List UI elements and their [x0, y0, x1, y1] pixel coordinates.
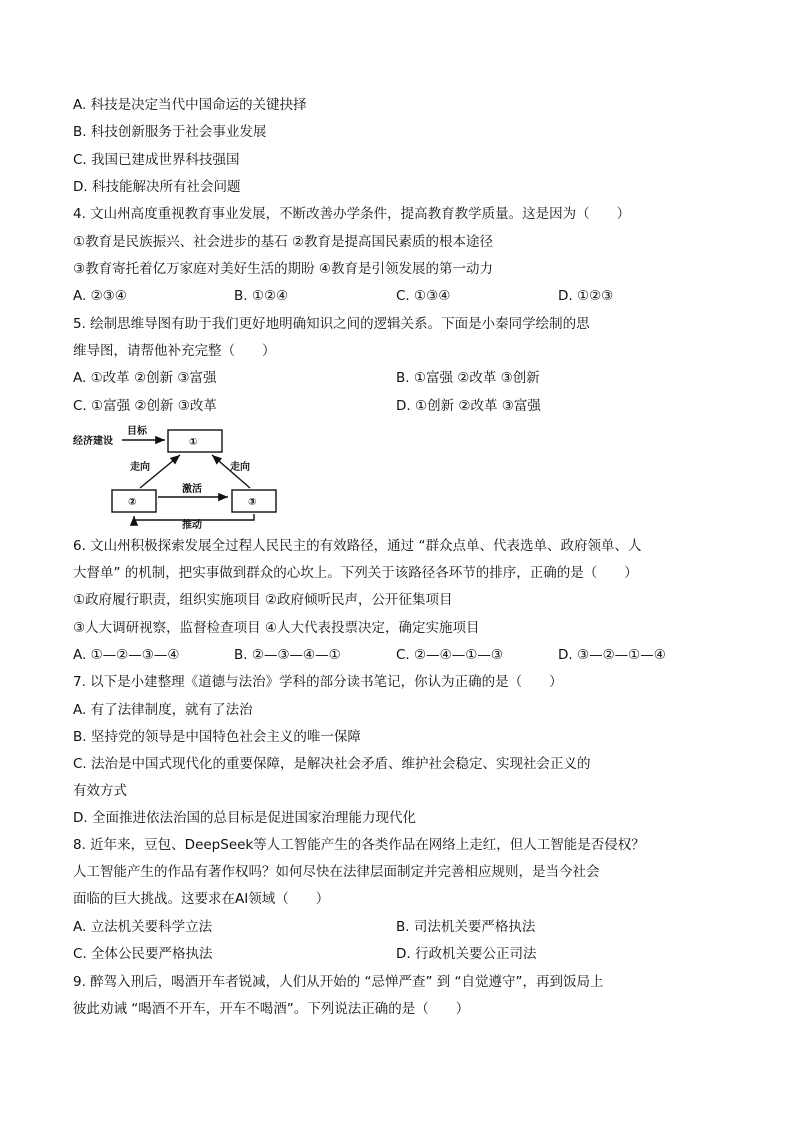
q4-option-b: B. ①②④ — [234, 288, 289, 304]
q9-stem-line2: 彼此劝诫 “喝酒不开车，开车不喝酒”。下列说法正确的是（ ） — [73, 1001, 470, 1017]
diagram-box-1-label: ① — [189, 437, 198, 448]
q3-option-b: B. 科技创新服务于社会事业发展 — [73, 124, 267, 140]
q8-stem-line3: 面临的巨大挑战。这要求在AI领域（ ） — [73, 891, 330, 907]
q4-option-d: D. ①②③ — [558, 288, 614, 304]
diagram-box-2-label: ② — [128, 497, 137, 508]
q4-stem: 4. 文山州高度重视教育事业发展，不断改善办学条件，提高教育教学质量。这是因为（ ） — [73, 206, 631, 222]
q8-stem-line2: 人工智能产生的作品有著作权吗？如何尽快在法律层面制定并完善相应规则，是当今社会 — [73, 864, 600, 880]
diagram-source-label: 经济建设 — [73, 436, 113, 447]
q7-option-b: B. 坚持党的领导是中国特色社会主义的唯一保障 — [73, 729, 361, 745]
diagram-right-edge-label: 走向 — [230, 462, 250, 473]
diagram-box-3-label: ③ — [248, 497, 257, 508]
q6-stem-line2: 大督单” 的机制，把实事做到群众的心坎上。下列关于该路径各环节的排序，正确的是（ ） — [73, 565, 638, 581]
q8-option-a: A. 立法机关要科学立法 — [73, 919, 213, 935]
q9-stem-line1: 9. 醉驾入刑后，喝酒开车者锐减，人们从开始的 “忌惮严查” 到 “自觉遵守”，再到饭局上 — [73, 974, 604, 990]
q8-option-d: D. 行政机关要公正司法 — [396, 946, 537, 962]
q6-option-b: B. ②—③—④—① — [234, 647, 341, 663]
mind-map-diagram — [70, 420, 300, 530]
diagram-activate-label: 激活 — [182, 484, 202, 495]
q3-option-d: D. 科技能解决所有社会问题 — [73, 179, 241, 195]
q6-items-line1: ①政府履行职责，组织实施项目 ②政府倾听民声，公开征集项目 — [73, 592, 453, 608]
q4-option-a: A. ②③④ — [73, 288, 127, 304]
diagram-goal-label: 目标 — [127, 426, 147, 437]
q8-option-b: B. 司法机关要严格执法 — [396, 919, 536, 935]
q4-items-line1: ①教育是民族振兴、社会进步的基石 ②教育是提高国民素质的根本途径 — [73, 234, 493, 250]
q5-option-d: D. ①创新 ②改革 ③富强 — [396, 398, 541, 414]
q6-option-d: D. ③—②—①—④ — [558, 647, 666, 663]
q6-items-line2: ③人大调研视察，监督检查项目 ④人大代表投票决定，确定实施项目 — [73, 620, 480, 636]
q4-option-c: C. ①③④ — [396, 288, 451, 304]
q5-option-c: C. ①富强 ②创新 ③改革 — [73, 398, 217, 414]
q6-stem-line1: 6. 文山州积极探索发展全过程人民民主的有效路径，通过 “群众点单、代表选单、政府领单、人 — [73, 538, 642, 554]
q5-stem-line2: 维导图，请帮他补充完整（ ） — [73, 343, 276, 359]
q7-option-c-line1: C. 法治是中国式现代化的重要保障，是解决社会矛盾、维护社会稳定、实现社会正义的 — [73, 756, 591, 772]
q8-stem-line1: 8. 近年来，豆包、DeepSeek等人工智能产生的各类作品在网络上走红，但人工智能是否侵权？ — [73, 837, 645, 853]
q7-option-d: D. 全面推进依法治国的总目标是促进国家治理能力现代化 — [73, 810, 416, 826]
diagram-push-label: 推动 — [182, 520, 202, 530]
q6-option-c: C. ②—④—①—③ — [396, 647, 503, 663]
q5-stem-line1: 5. 绘制思维导图有助于我们更好地明确知识之间的逻辑关系。下面是小秦同学绘制的思 — [73, 316, 590, 332]
q6-option-a: A. ①—②—③—④ — [73, 647, 180, 663]
q4-items-line2: ③教育寄托着亿万家庭对美好生活的期盼 ④教育是引领发展的第一动力 — [73, 261, 493, 277]
q8-option-c: C. 全体公民要严格执法 — [73, 946, 213, 962]
q7-option-c-line2: 有效方式 — [73, 783, 127, 799]
q7-stem: 7. 以下是小建整理《道德与法治》学科的部分读书笔记，你认为正确的是（ ） — [73, 674, 563, 690]
q3-option-a: A. 科技是决定当代中国命运的关键抉择 — [73, 97, 307, 113]
q5-option-b: B. ①富强 ②改革 ③创新 — [396, 370, 540, 386]
q7-option-a: A. 有了法律制度，就有了法治 — [73, 702, 253, 718]
diagram-left-edge-label: 走向 — [130, 462, 150, 473]
q3-option-c: C. 我国已建成世界科技强国 — [73, 152, 240, 168]
q5-option-a: A. ①改革 ②创新 ③富强 — [73, 370, 217, 386]
